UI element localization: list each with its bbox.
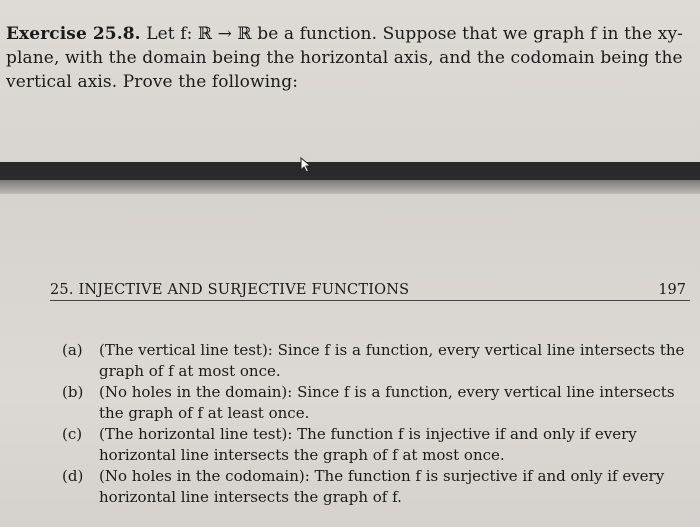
exercise-heading: Exercise 25.8.: [6, 24, 141, 44]
chapter-title: 25. INJECTIVE AND SURJECTIVE FUNCTIONS: [50, 282, 410, 298]
exercise-items: [62, 340, 692, 508]
page-number: 197: [658, 282, 686, 298]
list-item: [62, 382, 692, 424]
exercise-paragraph: [6, 22, 696, 94]
list-item: [62, 340, 692, 382]
upper-page: [0, 0, 700, 162]
page-header: [50, 280, 690, 300]
item-text: (No holes in the domain): Since f is a function, every vertical line intersects the graph of f at least once.: [99, 383, 675, 422]
page-divider-shadow: [0, 180, 700, 194]
item-text: (The vertical line test): Since f is a function, every vertical line intersects the graph of f at most once.: [99, 341, 685, 380]
item-label: (a): [62, 341, 83, 359]
list-item: [62, 466, 692, 508]
item-text: (No holes in the codomain): The function f is surjective if and only if every horizontal line intersects the graph of f.: [99, 467, 665, 506]
page-divider: [0, 162, 700, 180]
mouse-cursor-icon: [300, 157, 314, 173]
item-label: (c): [62, 425, 83, 443]
exercise-text: Let f: ℝ → ℝ be a function. Suppose that we graph f in the xy-plane, with the domain being the horizontal axis, and the codomain being the vertical axis. Prove the following:: [6, 24, 683, 92]
item-label: (b): [62, 383, 84, 401]
header-rule: [50, 300, 690, 301]
item-text: (The horizontal line test): The function f is injective if and only if every horizontal line intersects the graph of f at most once.: [99, 425, 637, 464]
item-label: (d): [62, 467, 84, 485]
list-item: [62, 424, 692, 466]
